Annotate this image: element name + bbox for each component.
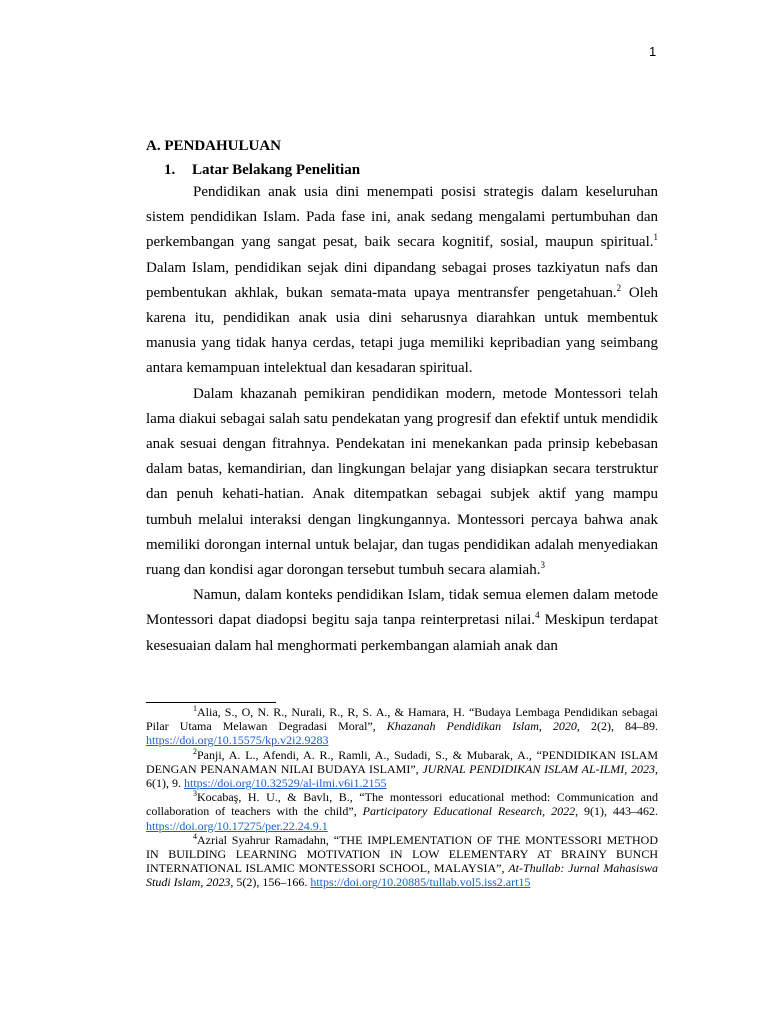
subsection-number: 1. xyxy=(164,162,176,178)
footnote-reference: 2 xyxy=(616,282,622,293)
paragraph-text: Pendidikan anak usia dini menempati posisi strategis dalam keseluruhan sistem pendidikan Islam. Pada fase ini, anak sedang mengalami pertumbuhan dan perkembangan yang sangat pesat, baik secara kognitif, sosial, maupun spiritual. xyxy=(146,184,658,251)
section-heading: A. PENDAHULUAN xyxy=(146,138,281,154)
paragraph-text: Dalam khazanah pemikiran pendidikan modern, metode Montessori telah lama diakui sebagai salah satu pendekatan yang progresif dan efektif untuk mendidik anak sesuai dengan fitrahnya. Pendekatan ini menekankan pada prinsip kebebasan dalam batas, kemandirian, dan lingkungan belajar yang disiapkan secara terstruktur dan penuh kehati-hatian. Anak ditempatkan sebagai subjek aktif yang mampu tumbuh melalui interaksi dengan lingkungannya. Montessori percaya bahwa anak memiliki dorongan internal untuk belajar, dan tugas pendidikan adalah menyediakan ruang dan kondisi agar dorongan tersebut tumbuh secara alamiah. xyxy=(146,385,658,579)
footnote-text: Kocabaş, H. U., & Bavlı, B., “The montessori educational method: Communication and collaboration of teachers with the child”, xyxy=(146,790,658,819)
footnote-text: Panji, A. L., Afendi, A. R., Ramli, A., Sudadi, S., & Mubarak, A., “PENDIDIKAN ISLAM DENGAN PENANAMAN NILAI BUDAYA ISLAMI”, xyxy=(146,747,658,776)
footnote-number: 3 xyxy=(193,789,197,799)
footnote-text: Azrial Syahrur Ramadahn, “THE IMPLEMENTATION OF THE MONTESSORI METHOD IN BUILDING LEARNING MOTIVATION IN LOW ELEMENTARY AT BRAINY BUNCH INTERNATIONAL ISLAMIC MONTESSORI SCHOOL, MALAYSIA”, xyxy=(146,832,658,876)
footnote-text: , 2(2), 84–89. xyxy=(576,719,658,734)
main-content xyxy=(146,136,658,659)
footnote-number: 4 xyxy=(193,831,197,841)
footnote-reference: 4 xyxy=(535,610,540,621)
footnote xyxy=(146,748,658,791)
paragraph-text: Namun, dalam konteks pendidikan Islam, tidak semua elemen dalam metode Montessori dapat diadopsi begitu saja tanpa reinterpretasi nilai. xyxy=(146,587,658,629)
footnote-reference: 3 xyxy=(540,560,545,571)
footnote xyxy=(146,833,658,890)
footnote-source: Participatory Educational Research, 2022 xyxy=(362,804,576,819)
footnote-text: , 9(1), 443–462. xyxy=(575,804,658,819)
footnote-source: Khazanah Pendidikan Islam, 2020 xyxy=(386,719,577,734)
paragraph xyxy=(146,583,658,659)
subsection-title: Latar Belakang Penelitian xyxy=(192,162,361,178)
doi-link[interactable]: https://doi.org/10.32529/al-ilmi.v6i1.2155 xyxy=(184,776,387,791)
footnote-text: , 5(2), 156–166. xyxy=(230,875,311,890)
paragraph-text: Dalam Islam, pendidikan sejak dini dipandang sebagai proses tazkiyatun nafs dan pembentukan akhlak, bukan semata-mata upaya mentransfer pengetahuan. xyxy=(146,259,658,301)
footnote-text: , 6(1), 9. xyxy=(146,761,658,791)
paragraph-text: Oleh karena itu, pendidikan anak usia dini seharusnya diarahkan untuk membentuk manusia yang tidak hanya cerdas, tetapi juga memiliki kepribadian yang seimbang antara kemampuan intelektual dan kesadaran spiritual. xyxy=(146,284,658,377)
footnote xyxy=(146,790,658,833)
paragraph-text: Meskipun terdapat kesesuaian dalam hal menghormati perkembangan alamiah anak dan xyxy=(146,612,658,654)
body-text xyxy=(146,180,658,659)
doi-link[interactable]: https://doi.org/10.15575/kp.v2i2.9283 xyxy=(146,733,329,748)
footnote-reference: 1 xyxy=(653,232,658,243)
footnote-number: 1 xyxy=(193,704,197,713)
subsection-heading xyxy=(146,160,658,180)
footnote-source: At-Thullab: Jurnal Mahasiswa Studi Islam, 2023 xyxy=(146,861,658,890)
footnote-source: JURNAL PENDIDIKAN ISLAM AL-ILMI, 2023 xyxy=(422,761,655,776)
doi-link[interactable]: https://doi.org/10.17275/per.22.24.9.1 xyxy=(146,818,328,833)
paragraph xyxy=(146,180,658,382)
footnote-separator xyxy=(146,702,276,703)
footnote-text: Alia, S., O, N. R., Nurali, R., R, S. A., & Hamara, H. “Budaya Lembaga Pendidikan sebagai Pilar Utama Melawan Degradasi Moral”, xyxy=(146,705,658,734)
footnote-number: 2 xyxy=(193,746,197,756)
doi-link[interactable]: https://doi.org/10.20885/tullab.vol5.iss2.art15 xyxy=(310,875,531,890)
page-number: 1 xyxy=(649,44,657,59)
footnote xyxy=(146,705,658,748)
paragraph xyxy=(146,382,658,584)
footnotes xyxy=(146,702,658,890)
